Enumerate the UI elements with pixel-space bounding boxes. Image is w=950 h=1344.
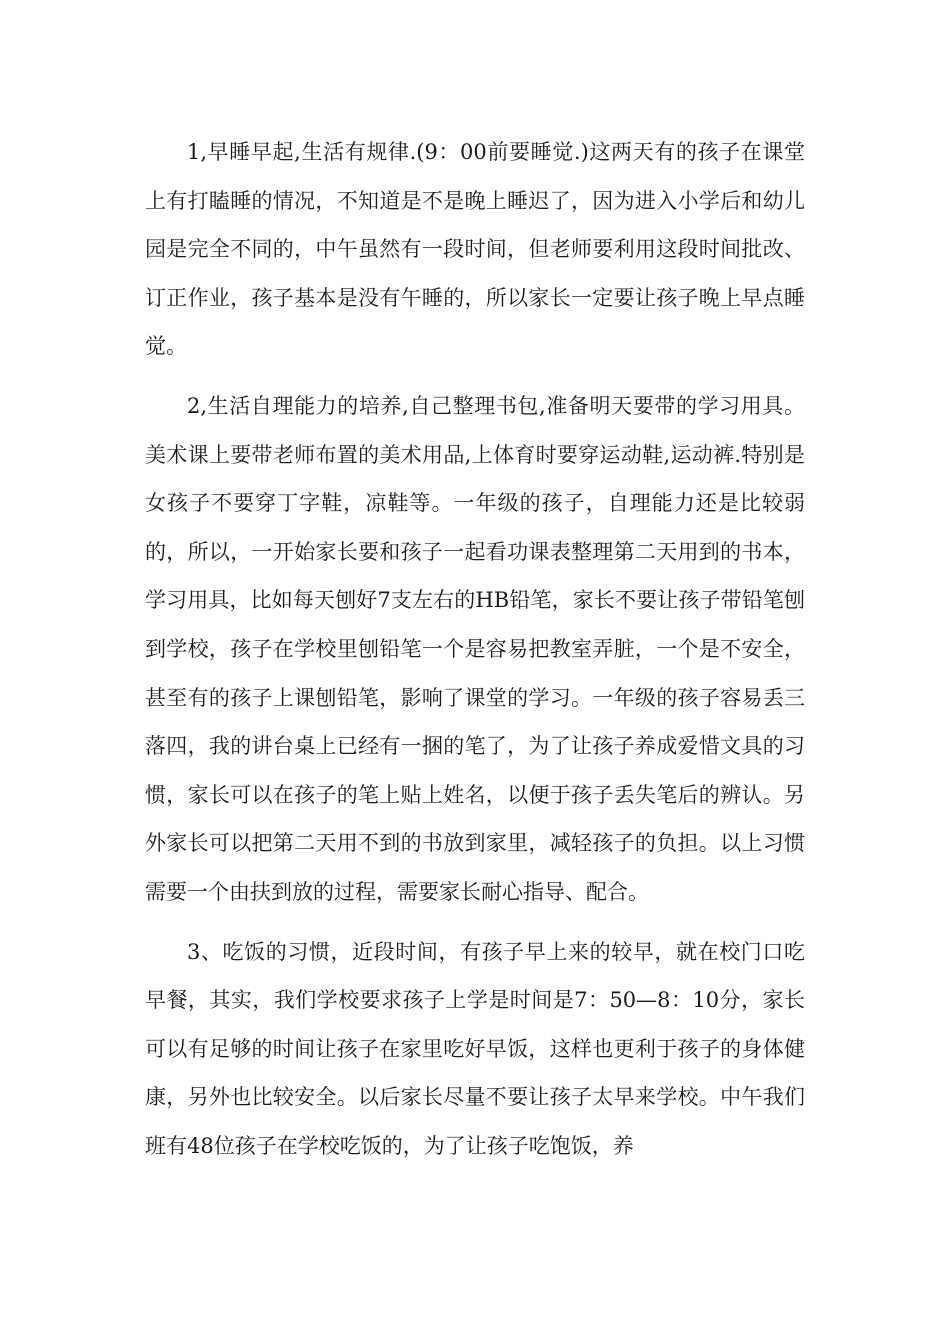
paragraph-2: 2,生活自理能力的培养,自己整理书包,准备明天要带的学习用具。美术课上要带老师布置的美术用品,上体育时要穿运动鞋,运动裤.特别是女孩子不要穿丁字鞋，凉鞋等。一年级的孩子，自理能力还是比较弱的，所以，一开始家长要和孩子一起看功课表整理第二天用到的书本，学习用具，比如每天刨好7支左右的HB铅笔，家长不要让孩子带铅笔刨到学校，孩子在学校里刨铅笔一个是容易把教室弄脏，一个是不安全，甚至有的孩子上课刨铅笔，影响了课堂的学习。一年级的孩子容易丢三落四，我的讲台桌上已经有一捆的笔了，为了让孩子养成爱惜文具的习惯，家长可以在孩子的笔上贴上姓名，以便于孩子丢失笔后的辨认。另外家长可以把第二天用不到的书放到家里，减轻孩子的负担。以上习惯需要一个由扶到放的过程，需要家长耐心指导、配合。: [145, 393, 805, 904]
paragraph-3: 3、吃饭的习惯，近段时间，有孩子早上来的较早，就在校门口吃早餐，其实，我们学校要求孩子上学是时间是7：50—8：10分，家长可以有足够的时间让孩子在家里吃好早饭，这样也更利于孩子的身体健康，另外也比较安全。以后家长尽量不要让孩子太早来学校。中午我们班有48位孩子在学校吃饭的，为了让孩子吃饱饭，养: [145, 939, 805, 1158]
document-body: [145, 128, 805, 1181]
paragraph-1: 1,早睡早起,生活有规律.(9：00前要睡觉.)这两天有的孩子在课堂上有打瞌睡的情况，不知道是不是晚上睡迟了，因为进入小学后和幼儿园是完全不同的，中午虽然有一段时间，但老师要利用这段时间批改、订正作业，孩子基本是没有午睡的，所以家长一定要让孩子晚上早点睡觉。: [145, 140, 805, 359]
